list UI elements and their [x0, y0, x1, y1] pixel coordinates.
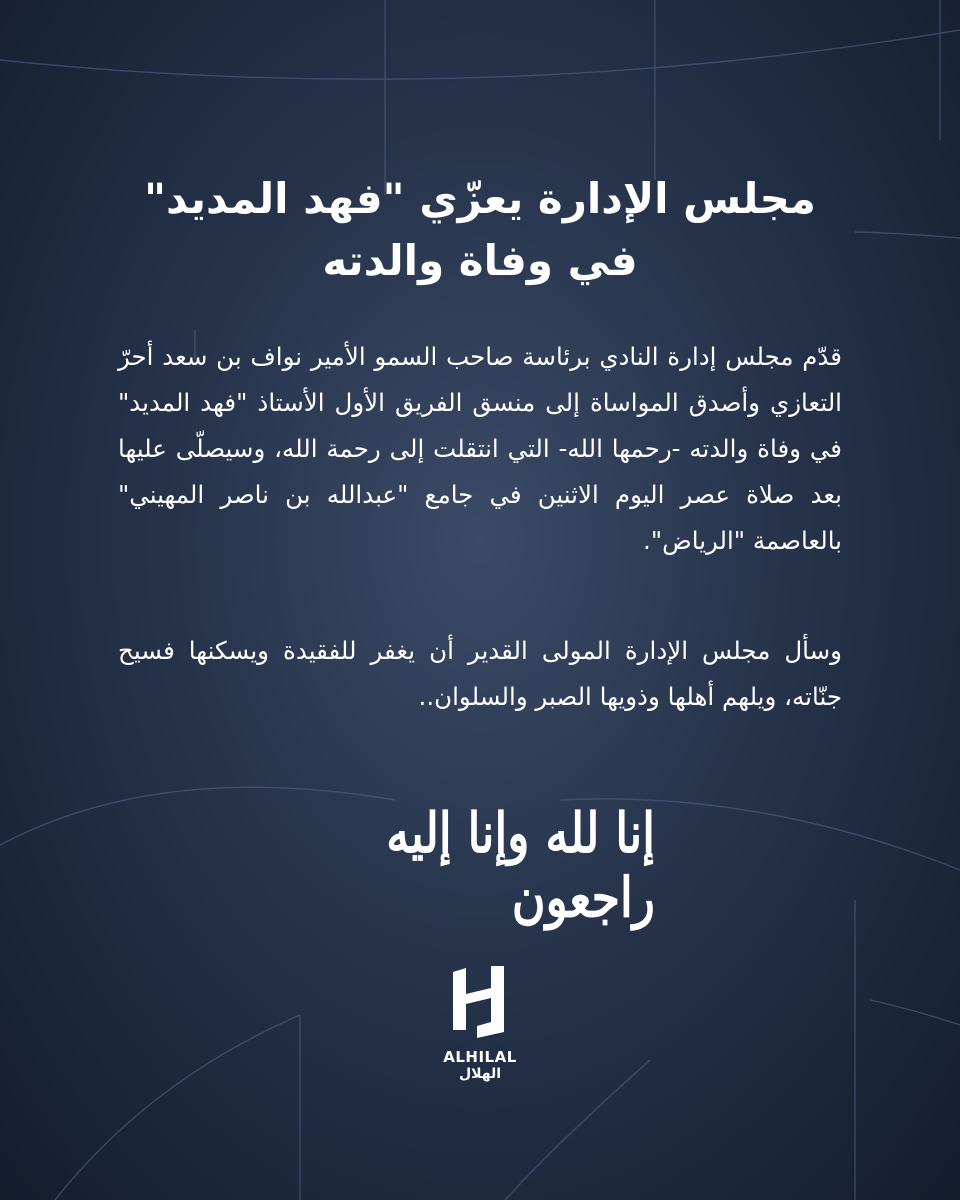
logo-name-arabic: الهلال [458, 1066, 502, 1082]
calligraphy-inscription [305, 800, 655, 930]
headline-line-1: مجلس الإدارة يعزّي "فهد المديد" [144, 174, 816, 223]
headline-line-2: في وفاة والدته [322, 236, 638, 285]
headline [80, 168, 880, 292]
calligraphy-text: إنا لله وإنا إليه راجعون [386, 800, 655, 930]
alhilal-logo [430, 962, 530, 1092]
alhilal-crest-icon [447, 962, 513, 1042]
paragraph-condolence: قدّم مجلس إدارة النادي برئاسة صاحب السمو الأمير نواف بن سعد أحرّ التعازي وأصدق المواساة إلى منسق الفريق الأول الأستاذ "فهد المديد" في وفاة والدته -رحمها الله- التي انتقلت إلى رحمة الله، وسيصلّى عليها بعد صلاة عصر اليوم الاثنين في جامع "عبدالله بن ناصر المهيني" بالعاصمة "الرياض". [118, 342, 842, 555]
paragraph-prayer: وسأل مجلس الإدارة المولى القدير أن يغفر للفقيدة ويسكنها فسيح جنّاته، ويلهم أهلها وذويها الصبر والسلوان.. [118, 636, 842, 711]
logo-name-english: ALHILAL [443, 1048, 517, 1066]
